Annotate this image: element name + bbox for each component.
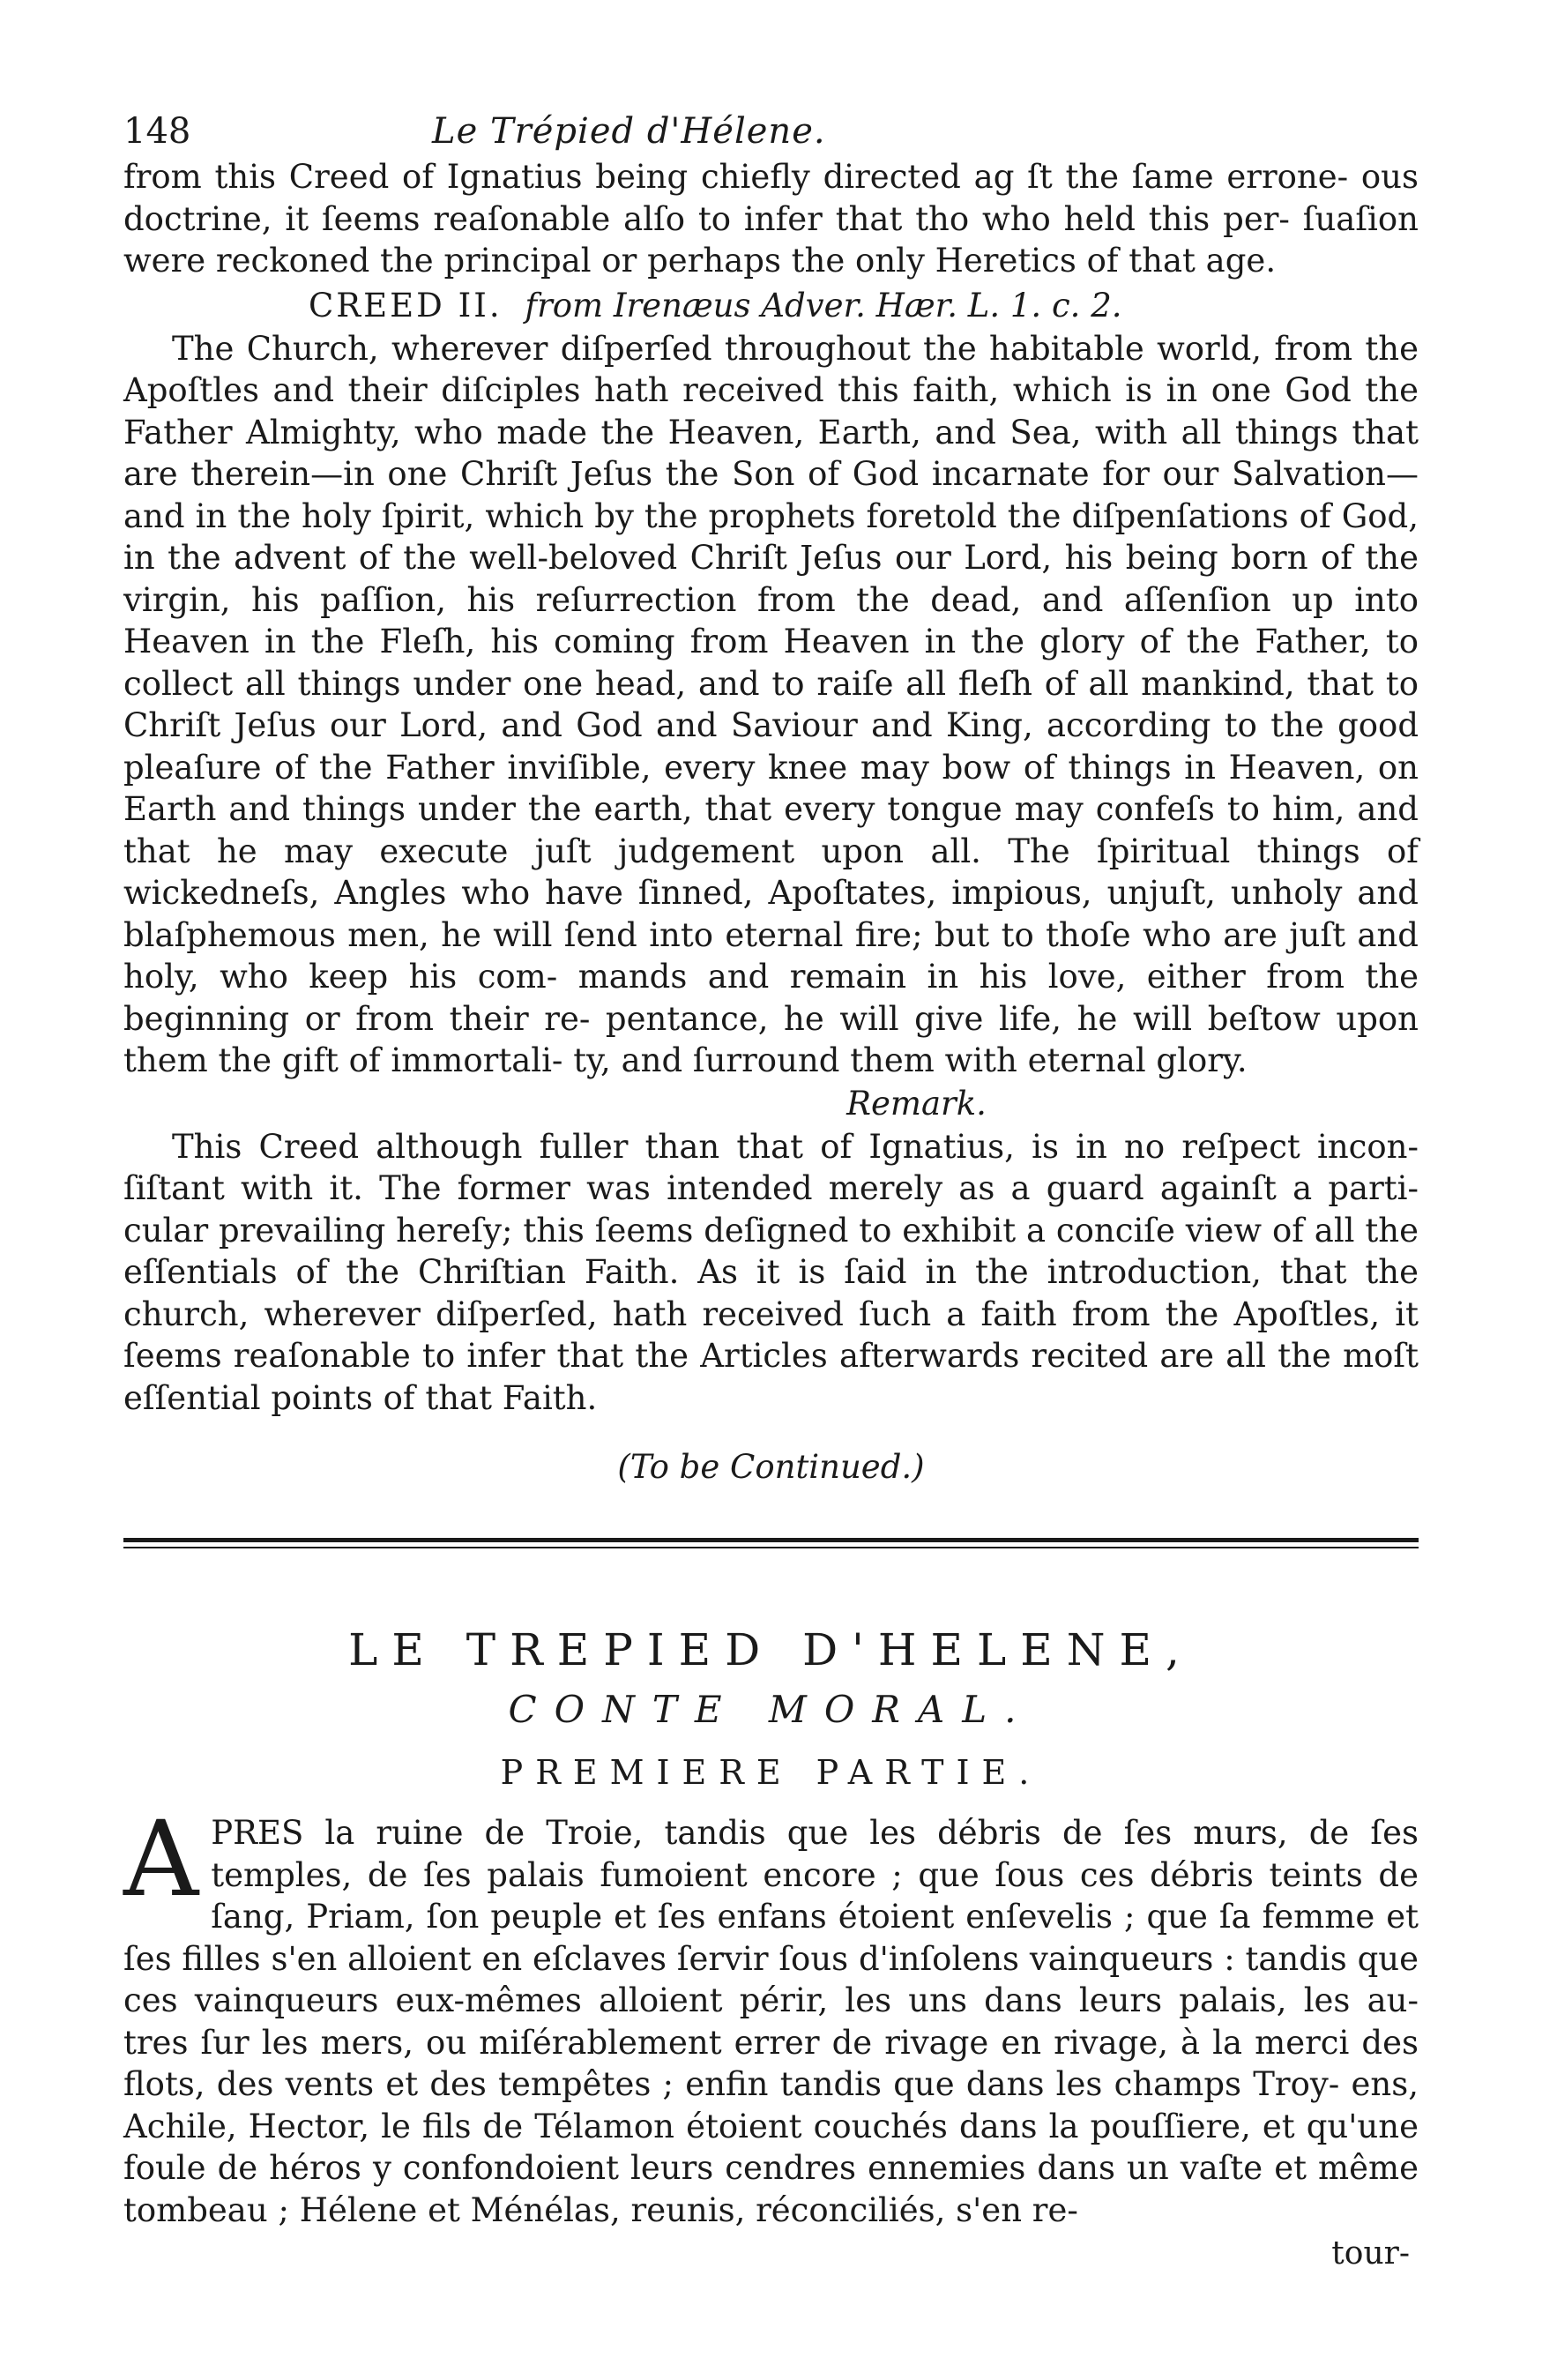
page-number: 148: [123, 111, 191, 152]
intro-paragraph: from this Creed of Ignatius being chiefly directed ag ſt the ſame errone- ous doctrine, it ſeems reaſonable alſo to infer that tho who held this per- ſuaſion were reckoned the principal or perhaps the only Heretics of that age.: [123, 158, 1419, 280]
story-body: [123, 1798, 1419, 2231]
section-rule-thick: [123, 1538, 1419, 1542]
running-title: Le Trépied d'Hélene.: [432, 111, 826, 152]
creed-text: The Church, wherever diſperſed throughout the habitable world, from the Apoſtles and their diſciples hath received this faith, which is in one God the Father Almighty, who made the Heaven, Earth, and Sea, with all things that are therein—in one Chriſt Jeſus the Son of God incarnate for our Salvation—and in the holy ſpirit, which by the prophets foretold the diſpenſations of God, in the advent of the well-beloved Chriſt Jeſus our Lord, his being born of the virgin, his paſſion, his reſurrection from the dead, and aſſenſion up into Heaven in the Fleſh, his coming from Heaven in the glory of the Father, to collect all things under one head, and to raiſe all fleſh of all mankind, that to Chriſt Jeſus our Lord, and God and Saviour and King, according to the good pleaſure of the Father inviſible, every knee may bow of things in Heaven, on Earth and things under the earth, that every tongue may confeſs to him, and that he may execute juſt judgement upon all. The ſpiritual things of wickedneſs, Angles who have ſinned, Apoſtates, impious, unjuſt, unholy and blaſphemous men, he will ſend into eternal fire; but to thoſe who are juſt and holy, who keep his com- mands and remain in his love, either from the beginning or from their re- pentance, he will give life, he will beſtow upon them the gift of immortali- ty, and ſurround them with eternal glory.: [123, 329, 1419, 1079]
creed-label: CREED II.: [309, 286, 503, 325]
catchword: tour-: [1331, 2235, 1410, 2272]
remark-text: This Creed although fuller than that of Ignatius, is in no reſpect incon- ſiſtant with it. The former was intended merely as a guard againſt a parti- cular prevailing hereſy; this ſeems deſigned to exhibit a conciſe view of all the eſſentials of the Chriſtian Faith. As it is ſaid in the introduction, that the church, wherever diſperſed, hath received ſuch a faith from the Apoſtles, it ſeems reaſonable to infer that the Articles afterwards recited are all the moſt eſſential points of that Faith.: [123, 1127, 1419, 1417]
to-be-continued: (To be Continued.): [617, 1448, 925, 1486]
page-header: [123, 110, 1419, 153]
story-part-heading: PREMIERE PARTIE.: [500, 1753, 1042, 1792]
story-title: LE TREPIED D'HELENE,: [348, 1624, 1194, 1675]
drop-cap: A: [123, 1798, 199, 1920]
story-text: PRES la ruine de Troie, tandis que les débris de ſes murs, de ſes temples, de ſes palais fumoient encore ; que ſous ces débris teints de ſang, Priam, ſon peuple et ſes enfans étoient enſevelis ; que ſa femme et ſes filles s'en alloient en eſclaves ſervir ſous d'inſolens vainqueurs : tandis que ces vainqueurs eux-mêmes alloient périr, les uns dans leurs palais, les au- tres ſur les mers, ou miſérablement errer de rivage en rivage, à la merci des flots, des vents et des tempêtes ; enfin tandis que dans les champs Troy- ens, Achile, Hector, le fils de Télamon étoient couchés dans la pouſſiere, et qu'une foule de héros y confondoient leurs cendres ennemies dans un vaſte et même tombeau ; Hélene et Ménélas, reunis, réconciliés, s'en re-: [123, 1814, 1419, 2229]
creed-source: from Irenæus Adver. Hær. L. 1. c. 2.: [525, 286, 1122, 325]
story-subtitle: CONTE MORAL.: [508, 1688, 1034, 1731]
section-rule-thin: [123, 1547, 1419, 1548]
creed-heading: [123, 284, 1419, 328]
remark-heading: Remark.: [846, 1084, 987, 1123]
